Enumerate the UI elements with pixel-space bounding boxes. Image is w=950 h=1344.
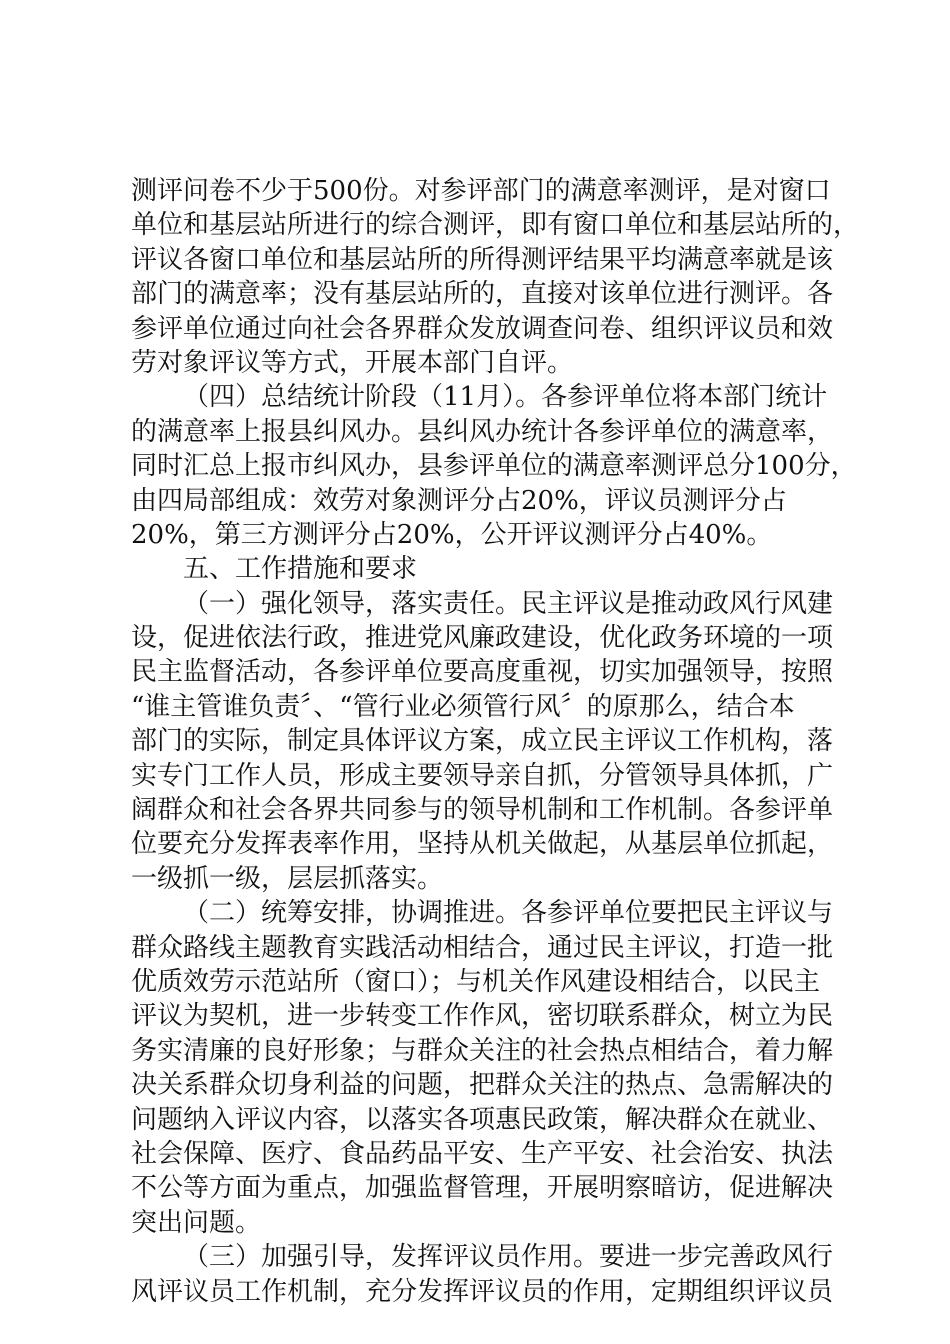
text-line: 20%，第三方测评分占20%，公开评议测评分占40%。 [131, 519, 773, 550]
text-line: 同时汇总上报市纠风办，县参评单位的满意率测评总分100分， [131, 451, 857, 482]
text-line: 的满意率上报县纠风办。县纠风办统计各参评单位的满意率， [131, 416, 834, 447]
text-line: 问题纳入评议内容，以落实各项惠民政策，解决群众在就业、 [131, 1104, 834, 1135]
text-line: 劳对象评议等方式，开展本部门自评。 [131, 347, 574, 378]
text-line: 民主监督活动，各参评单位要高度重视，切实加强领导，按照 [131, 657, 834, 688]
text-line: 由四局部组成：效劳对象测评分占20%，评议员测评分占 [131, 485, 787, 516]
text-line: 部门的满意率；没有基层站所的，直接对该单位进行测评。各 [131, 279, 834, 310]
text-line: 设，促进依法行政，推进党风廉政建设，优化政务环境的一项 [131, 623, 834, 654]
text-line: 不公等方面为重点，加强监督管理，开展明察暗访，促进解决 [131, 1173, 834, 1204]
text-line: 优质效劳示范站所（窗口）；与机关作风建设相结合，以民主 [131, 966, 821, 997]
text-line: 突出问题。 [131, 1207, 262, 1238]
text-line: 评议各窗口单位和基层站所的所得测评结果平均满意率就是该 [131, 244, 834, 275]
text-line: 社会保障、医疗、食品药品平安、生产平安、社会治安、执法 [131, 1138, 834, 1169]
text-line: 阔群众和社会各界共同参与的领导机制和工作机制。各参评单 [131, 795, 834, 826]
text-line: 测评问卷不少于500份。对参评部门的满意率测评，是对窗口 [131, 176, 831, 206]
section-heading: 五、工作措施和要求 [183, 554, 418, 585]
text-line: 实专门工作人员，形成主要领导亲自抓，分管领导具体抓，广 [131, 760, 834, 791]
text-line: 群众路线主题教育实践活动相结合，通过民主评议，打造一批 [131, 932, 834, 963]
paragraph-start-line: （四）总结统计阶段（11月）。各参评单位将本部门统计 [183, 382, 828, 413]
text-line: 一级抓一级，层层抓落实。 [131, 863, 444, 894]
text-line: 决关系群众切身利益的问题，把群众关注的热点、急需解决的 [131, 1070, 834, 1101]
text-line: 评议为契机，进一步转变工作作风，密切联系群众，树立为民 [131, 1001, 834, 1032]
text-line: 单位和基层站所进行的综合测评，即有窗口单位和基层站所的， [131, 210, 860, 241]
text-line: 参评单位通过向社会各界群众发放调查问卷、组织评议员和效 [131, 313, 834, 344]
text-line: 风评议员工作机制，充分发挥评议员的作用，定期组织评议员 [131, 1276, 834, 1307]
text-line: 位要充分发挥表率作用，坚持从机关做起，从基层单位抓起， [131, 829, 834, 860]
paragraph-start-line: （一）强化领导，落实责任。民主评议是推动政风行风建 [183, 588, 834, 619]
text-line: 务实清廉的良好形象；与群众关注的社会热点相结合，着力解 [131, 1035, 834, 1066]
text-line: 部门的实际，制定具体评议方案，成立民主评议工作机构，落 [131, 726, 834, 757]
text-line: “谁主管谁负责〞、“管行业必须管行风〞的原那么，结合本 [131, 691, 795, 722]
paragraph-start-line: （三）加强引导，发挥评议员作用。要进一步完善政风行 [183, 1242, 834, 1273]
document-page [131, 174, 860, 1309]
paragraph-start-line: （二）统筹安排，协调推进。各参评单位要把民主评议与 [183, 898, 834, 929]
